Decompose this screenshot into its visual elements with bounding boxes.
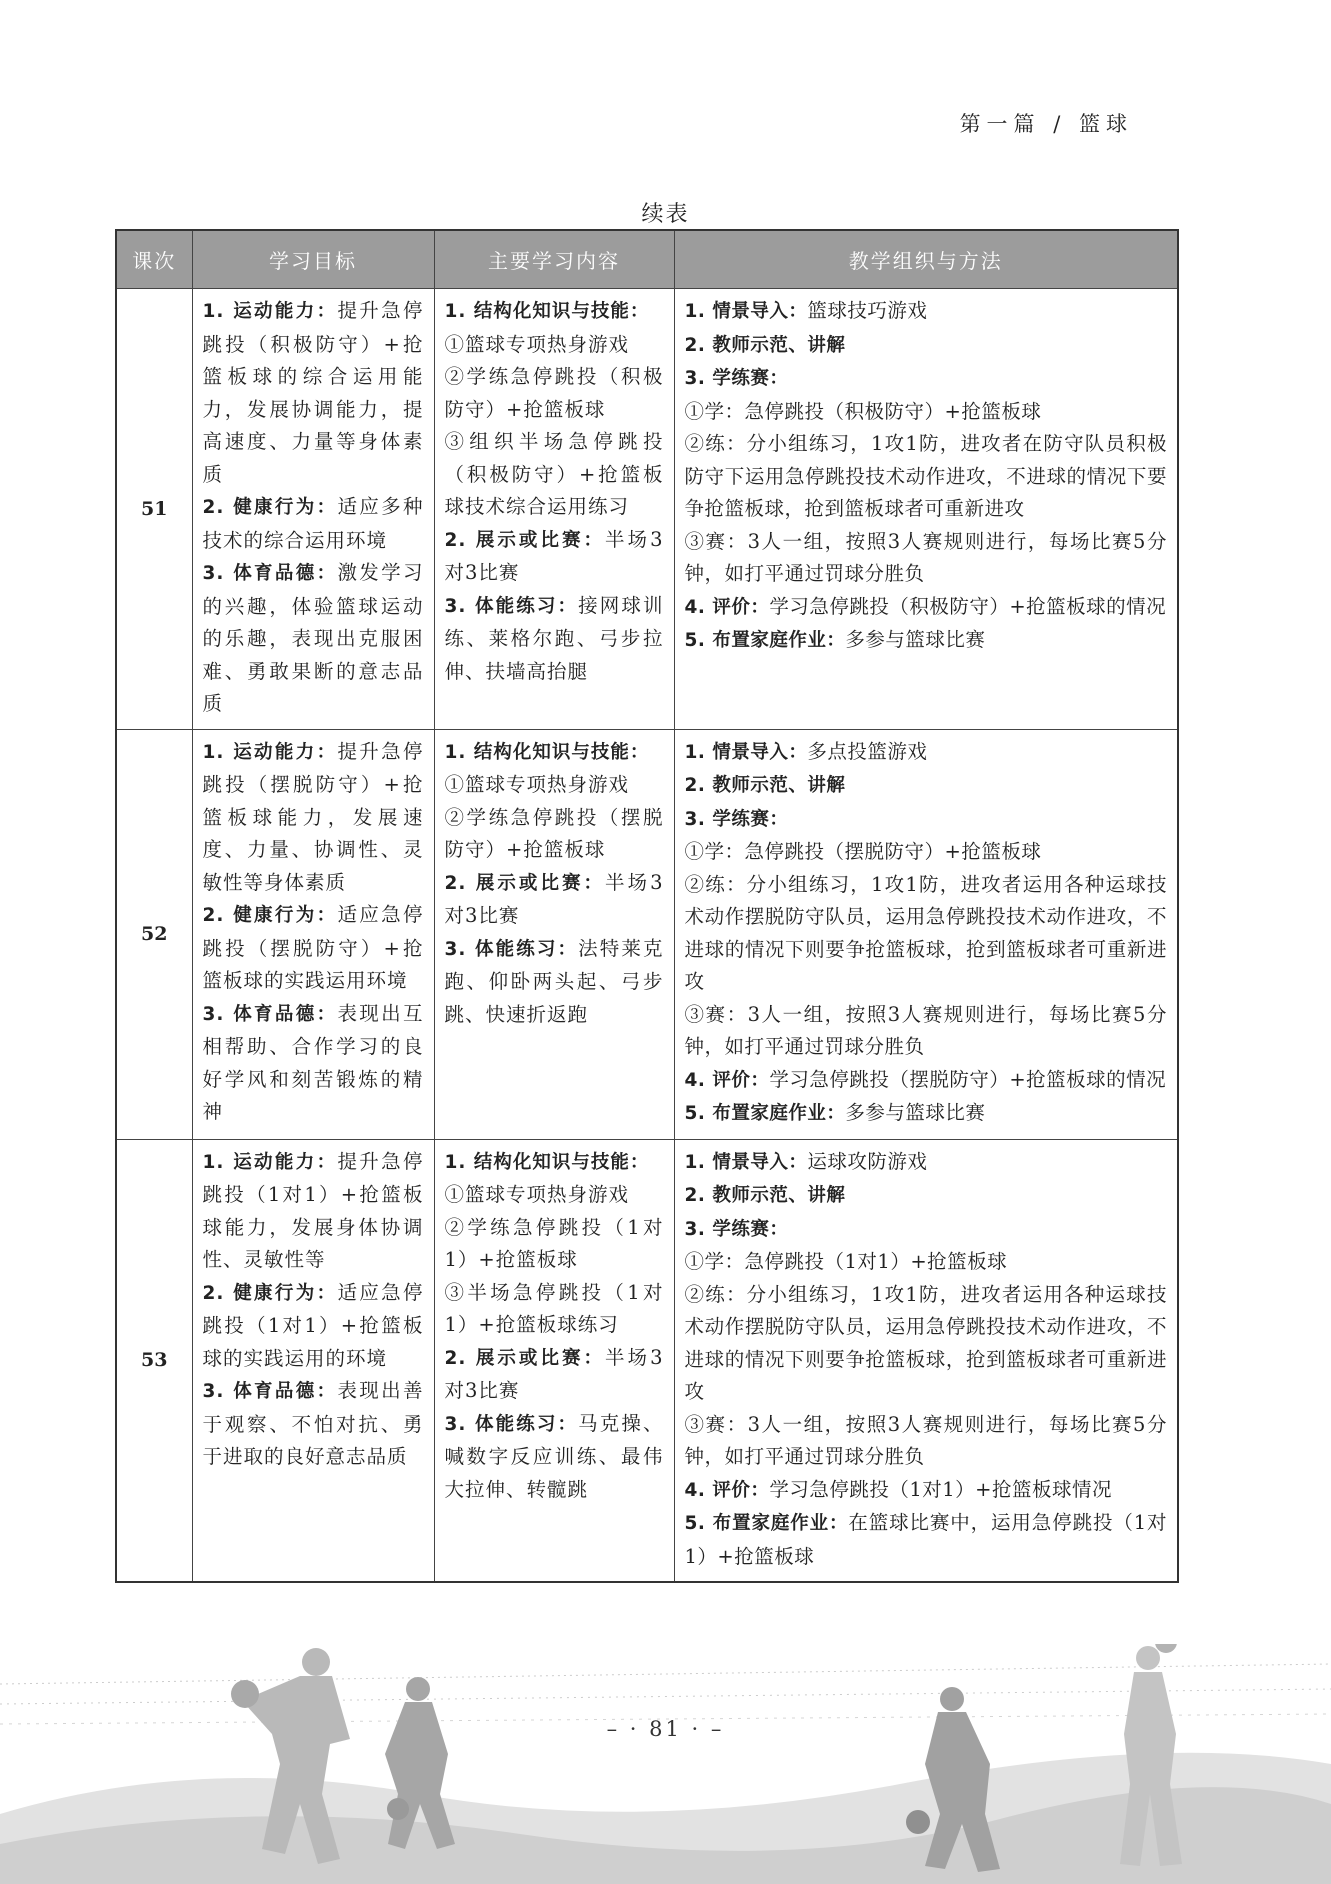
methods-cell-text: 多点投篮游戏 — [807, 739, 928, 763]
objectives-cell-text: 适应急停跳投（摆脱防守）+抢篮板球的实践运用环境 — [202, 903, 424, 992]
methods-cell-line — [685, 1064, 1168, 1098]
methods-cell-line — [685, 329, 1168, 363]
methods-cell-line — [685, 1507, 1168, 1573]
methods-cell-line — [685, 769, 1168, 803]
objectives-cell-label: 3. 体育品德： — [202, 1003, 338, 1025]
methods-cell-line — [685, 591, 1168, 625]
content-cell-line — [445, 329, 664, 362]
methods-cell-label: 5. 布置家庭作业： — [684, 1103, 846, 1124]
methods-cell-label: 4. 评价： — [684, 1069, 770, 1091]
content-cell-line — [445, 426, 664, 524]
content-cell-line — [445, 361, 664, 426]
methods-cell-text: ③赛：3人一组，按照3人赛规则进行，每场比赛5分钟，如打平通过罚球分胜负 — [684, 1412, 1167, 1468]
objectives-cell-label: 2. 健康行为： — [202, 1282, 338, 1304]
objectives-cell — [192, 289, 434, 730]
methods-cell-line — [685, 1179, 1168, 1213]
objectives-cell-line — [203, 295, 424, 491]
methods-cell-text: 学习急停跳投（1对1）+抢篮板球情况 — [769, 1477, 1112, 1501]
methods-cell-line — [685, 295, 1168, 329]
lesson-number: 53 — [116, 1139, 192, 1582]
objectives-cell-line — [203, 899, 424, 998]
lesson-number: 52 — [116, 729, 192, 1139]
content-cell-label: 1. 结构化知识与技能： — [444, 741, 650, 763]
content-cell-text: 法特莱克跑、仰卧两头起、弓步跳、快速折返跑 — [444, 936, 664, 1026]
content-cell-text: ②学练急停跳投（1对1）+抢篮板球 — [444, 1215, 664, 1271]
methods-cell-label: 3. 学练赛： — [684, 1218, 789, 1240]
methods-cell-text: ③赛：3人一组，按照3人赛规则进行，每场比赛5分钟，如打平通过罚球分胜负 — [684, 529, 1167, 585]
methods-cell-line — [685, 869, 1168, 999]
objectives-cell-text: 表现出互相帮助、合作学习的良好学风和刻苦锻炼的精神 — [202, 1001, 424, 1123]
content-cell-line — [445, 524, 664, 590]
content-cell-label: 3. 体能练习： — [444, 1413, 579, 1435]
methods-cell-text: 篮球技巧游戏 — [807, 299, 928, 322]
column-header-methods: 教学组织与方法 — [674, 230, 1178, 289]
table-row — [116, 1139, 1178, 1582]
content-cell-line — [445, 933, 664, 1032]
objectives-cell-text: 提升急停跳投（摆脱防守）+抢篮板球能力，发展速度、力量、协调性、灵敏性等身体素质 — [202, 739, 424, 894]
methods-cell-line — [685, 1474, 1168, 1508]
objectives-cell-label: 3. 体育品德： — [202, 1381, 338, 1402]
content-cell-label: 3. 体能练习： — [444, 595, 579, 617]
page-number: – · 81 · – — [606, 1717, 725, 1741]
methods-cell-line — [685, 428, 1168, 526]
methods-cell-line — [685, 803, 1168, 837]
methods-cell-line — [685, 624, 1168, 658]
methods-cell-text: 学习急停跳投（积极防守）+抢篮板球的情况 — [769, 594, 1167, 618]
methods-cell-text: ②练：分小组练习，1攻1防，进攻者在防守队员积极防守下运用急停跳投技术动作进攻，不进球的情况下要争抢篮板球，抢到篮板球者可重新进攻 — [684, 432, 1167, 520]
methods-cell-line — [685, 1279, 1168, 1409]
objectives-cell-text: 表现出善于观察、不怕对抗、勇于进取的良好意志品质 — [202, 1379, 424, 1468]
methods-cell-line — [685, 1409, 1168, 1474]
content-cell-text: ③组织半场急停跳投（积极防守）+抢篮板球技术综合运用练习 — [444, 430, 664, 518]
table-header-row — [116, 230, 1178, 289]
content-cell-text: 半场3对3比赛 — [444, 1345, 664, 1402]
objectives-cell-text: 提升急停跳投（1对1）+抢篮板球能力，发展身体协调性、灵敏性等 — [202, 1149, 424, 1271]
methods-cell-text: ③赛：3人一组，按照3人赛规则进行，每场比赛5分钟，如打平通过罚球分胜负 — [684, 1002, 1167, 1058]
methods-cell-text: 运球攻防游戏 — [807, 1149, 928, 1173]
methods-cell-line — [685, 1097, 1168, 1131]
methods-cell-text: ②练：分小组练习，1攻1防，进攻者运用各种运球技术动作摆脱防守队员，运用急停跳投技术动作进攻，不进球的情况下则要争抢篮板球，抢到篮板球者可重新进攻 — [684, 1282, 1167, 1403]
methods-cell-text: ①学：急停跳投（1对1）+抢篮板球 — [684, 1250, 1008, 1273]
objectives-cell-text: 适应急停跳投（1对1）+抢篮板球的实践运用的环境 — [202, 1280, 424, 1370]
content-cell-label: 2. 展示或比赛： — [444, 872, 606, 894]
column-header-content: 主要学习内容 — [434, 230, 674, 289]
methods-cell-line — [685, 526, 1168, 591]
content-cell-text: 半场3对3比赛 — [444, 870, 664, 927]
content-cell-line — [445, 1179, 664, 1212]
objectives-cell-label: 2. 健康行为： — [202, 905, 338, 926]
methods-cell-label: 1. 情景导入： — [684, 301, 808, 322]
content-cell-text: ①篮球专项热身游戏 — [444, 1183, 630, 1206]
objectives-cell-text: 提升急停跳投（积极防守）+抢篮板球的综合运用能力，发展协调能力，提高速度、力量等身体素质 — [202, 299, 424, 486]
column-header-objectives: 学习目标 — [192, 230, 434, 289]
content-cell-label: 2. 展示或比赛： — [444, 1347, 606, 1369]
methods-cell-label: 1. 情景导入： — [684, 741, 808, 763]
methods-cell-text: ①学：急停跳投（摆脱防守）+抢篮板球 — [684, 840, 1042, 863]
objectives-cell-line — [203, 998, 424, 1129]
content-cell-text: ①篮球专项热身游戏 — [444, 773, 630, 796]
methods-cell-label: 5. 布置家庭作业： — [684, 630, 846, 651]
methods-cell-label: 5. 布置家庭作业： — [684, 1513, 849, 1534]
methods-cell-label: 2. 教师示范、讲解 — [684, 1185, 846, 1206]
column-header-lesson: 课次 — [116, 230, 192, 289]
content-cell-text: ③半场急停跳投（1对1）+抢篮板球练习 — [444, 1280, 664, 1336]
content-cell-label: 1. 结构化知识与技能： — [444, 1151, 650, 1173]
content-cell-line — [445, 1277, 664, 1342]
content-cell-line — [445, 295, 664, 329]
content-cell-line — [445, 802, 664, 867]
content-cell-line — [445, 1212, 664, 1277]
methods-cell-line — [685, 836, 1168, 869]
objectives-cell-line — [203, 736, 424, 900]
content-cell-line — [445, 736, 664, 770]
methods-cell-label: 2. 教师示范、讲解 — [684, 334, 846, 356]
methods-cell-label: 1. 情景导入： — [684, 1151, 808, 1173]
objectives-cell-label: 3. 体育品德： — [202, 563, 338, 584]
content-cell-text: 马克操、喊数字反应训练、最伟大拉伸、转髋跳 — [444, 1411, 664, 1501]
objectives-cell-text: 激发学习的兴趣，体验篮球运动的乐趣，表现出克服困难、勇敢果断的意志品质 — [202, 561, 424, 715]
methods-cell-text: 学习急停跳投（摆脱防守）+抢篮板球的情况 — [769, 1067, 1167, 1091]
methods-cell-label: 4. 评价： — [684, 596, 770, 618]
table-row — [116, 289, 1178, 730]
methods-cell-line — [685, 736, 1168, 770]
objectives-cell-line — [203, 491, 424, 557]
content-cell-line — [445, 867, 664, 933]
objectives-cell — [192, 1139, 434, 1582]
methods-cell-text: 多参与篮球比赛 — [845, 628, 986, 651]
content-cell — [434, 729, 674, 1139]
methods-cell-line — [685, 999, 1168, 1064]
methods-cell — [674, 289, 1178, 730]
content-cell-line — [445, 769, 664, 802]
content-cell-text: ①篮球专项热身游戏 — [444, 332, 630, 356]
objectives-cell-line — [203, 1146, 424, 1277]
content-cell-text: ②学练急停跳投（摆脱防守）+抢篮板球 — [444, 805, 664, 861]
content-cell-text: 接网球训练、莱格尔跑、弓步拉伸、扶墙高抬腿 — [444, 593, 664, 683]
objectives-cell-label: 2. 健康行为： — [202, 497, 338, 518]
content-cell-line — [445, 590, 664, 689]
content-cell-text: ②学练急停跳投（积极防守）+抢篮板球 — [444, 365, 664, 421]
methods-cell-label: 3. 学练赛： — [684, 368, 789, 389]
methods-cell — [674, 729, 1178, 1139]
objectives-cell — [192, 729, 434, 1139]
table-caption: 续表 — [641, 202, 690, 227]
content-cell — [434, 289, 674, 730]
content-cell-label: 2. 展示或比赛： — [444, 529, 606, 551]
methods-cell-line — [685, 1146, 1168, 1180]
lesson-plan-table — [115, 229, 1179, 1583]
methods-cell-label: 2. 教师示范、讲解 — [684, 775, 846, 796]
methods-cell-line — [685, 1246, 1168, 1279]
objectives-cell-label: 1. 运动能力： — [202, 1151, 338, 1173]
objectives-cell-label: 1. 运动能力： — [202, 741, 338, 763]
methods-cell-label: 3. 学练赛： — [684, 808, 789, 830]
content-cell-label: 3. 体能练习： — [444, 938, 579, 960]
content-cell-line — [445, 1146, 664, 1180]
content-cell-line — [445, 1342, 664, 1408]
methods-cell-line — [685, 1213, 1168, 1247]
methods-cell-line — [685, 396, 1168, 429]
objectives-cell-label: 1. 运动能力： — [202, 301, 338, 322]
objectives-cell-line — [203, 1277, 424, 1376]
methods-cell-text: ①学：急停跳投（积极防守）+抢篮板球 — [684, 399, 1042, 423]
content-cell-label: 1. 结构化知识与技能： — [444, 301, 650, 322]
methods-cell-text: 在篮球比赛中，运用急停跳投（1对1）+抢篮板球 — [684, 1511, 1167, 1568]
objectives-cell-line — [203, 557, 424, 721]
methods-cell-text: 多参与篮球比赛 — [845, 1101, 986, 1124]
methods-cell — [674, 1139, 1178, 1582]
methods-cell-text: ②练：分小组练习，1攻1防，进攻者运用各种运球技术动作摆脱防守队员，运用急停跳投技术动作进攻，不进球的情况下则要争抢篮板球，抢到篮板球者可重新进攻 — [684, 872, 1167, 993]
methods-cell-label: 4. 评价： — [684, 1479, 770, 1501]
page-header: 第一篇 / 篮球 — [959, 112, 1133, 136]
methods-cell-line — [685, 362, 1168, 396]
objectives-cell-line — [203, 1375, 424, 1474]
basketball-silhouette-banner — [0, 1644, 1331, 1884]
content-cell-line — [445, 1408, 664, 1507]
content-cell — [434, 1139, 674, 1582]
lesson-number: 51 — [116, 289, 192, 730]
content-cell-text: 半场3对3比赛 — [444, 527, 664, 584]
table-row — [116, 729, 1178, 1139]
objectives-cell-text: 适应多种技术的综合运用环境 — [202, 495, 424, 552]
